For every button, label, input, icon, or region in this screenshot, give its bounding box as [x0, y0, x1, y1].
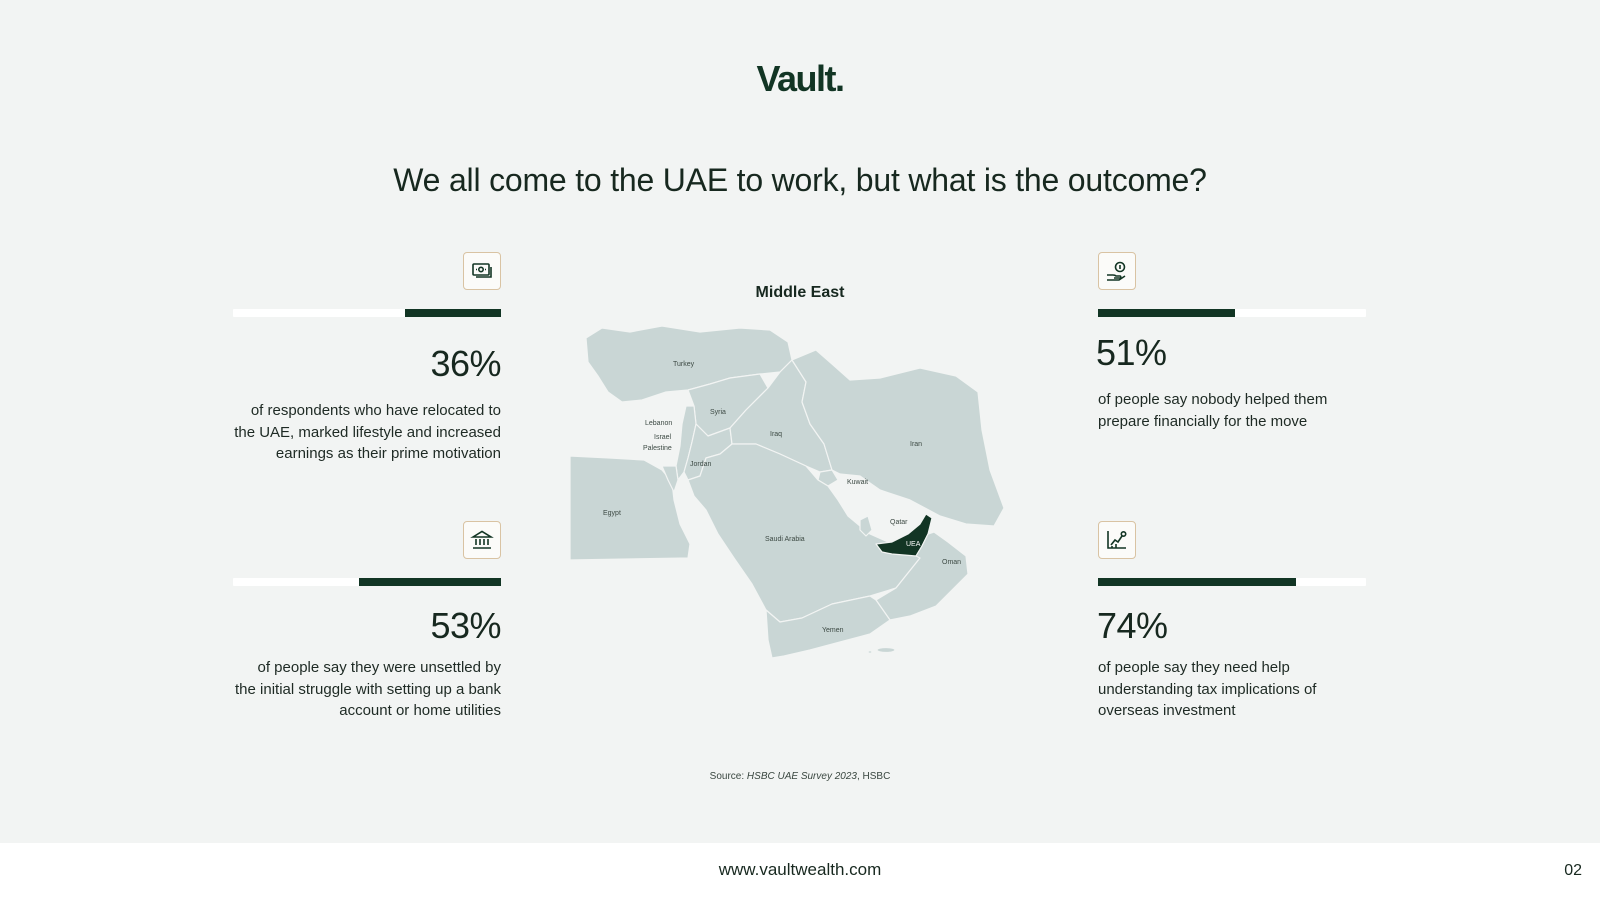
map-label-jordan: Jordan	[690, 461, 712, 468]
map-label-saudi: Saudi Arabia	[765, 536, 805, 543]
stat-description: of people say nobody helped them prepare financially for the move	[1098, 391, 1328, 430]
map-label-iran: Iran	[910, 441, 923, 448]
progress-bar	[1098, 309, 1366, 317]
stat-percent: 74%	[1097, 605, 1168, 646]
stat-description: of people say they were unsettled by the initial struggle with setting up a bank account or home utilities	[235, 659, 501, 719]
stat-percent: 36%	[430, 343, 501, 384]
stat-card-financial-prep	[1098, 250, 1366, 450]
website-link[interactable]: www.vaultwealth.com	[718, 860, 882, 879]
stat-description: of people say they need help understanding tax implications of overseas investment	[1098, 659, 1317, 719]
progress-fill	[1098, 578, 1296, 586]
stat-description: of respondents who have relocated to the UAE, marked lifestyle and increased earnings as their prime motivation	[234, 402, 501, 462]
map-title: Middle East	[755, 284, 845, 301]
map-region-socotra	[877, 648, 895, 653]
map-label-uae: UEA	[906, 541, 921, 548]
page-title: We all come to the UAE to work, but what is the outcome?	[393, 162, 1207, 198]
chart-growth-icon	[1098, 521, 1136, 559]
page-number: 02	[1564, 862, 1582, 879]
source-prefix: Source:	[709, 771, 747, 782]
stat-card-relocation	[233, 250, 501, 490]
progress-bar	[233, 578, 501, 586]
stat-card-bank-setup	[233, 519, 501, 729]
map-label-lebanon: Lebanon	[645, 420, 673, 427]
progress-bar	[1098, 578, 1366, 586]
map-label-turkey: Turkey	[673, 361, 695, 368]
map-region-island	[868, 651, 872, 653]
bank-icon	[463, 521, 501, 559]
footer	[0, 843, 1600, 900]
map-label-palestine: Palestine	[643, 445, 672, 452]
vault-logo: Vault.	[756, 58, 844, 99]
progress-fill	[359, 578, 501, 586]
stat-card-tax-help	[1098, 519, 1366, 729]
map-label-yemen: Yemen	[822, 627, 844, 634]
progress-bar	[233, 309, 501, 317]
progress-fill	[405, 309, 501, 317]
source-title: HSBC UAE Survey 2023	[746, 771, 857, 782]
source-citation	[0, 771, 1600, 782]
stat-percent: 51%	[1096, 332, 1167, 373]
map-label-syria: Syria	[710, 409, 726, 416]
map-label-oman: Oman	[942, 559, 962, 566]
source-suffix: , HSBC	[856, 771, 891, 782]
map-label-iraq: Iraq	[770, 431, 783, 438]
map-label-israel: Israel	[654, 434, 672, 441]
stat-percent: 53%	[430, 605, 501, 646]
progress-fill	[1098, 309, 1235, 317]
cash-icon	[463, 252, 501, 290]
map-label-egypt: Egypt	[603, 510, 621, 517]
money-hand-icon	[1098, 252, 1136, 290]
middle-east-map	[570, 320, 1030, 670]
map-label-kuwait: Kuwait	[847, 479, 869, 486]
map-label-qatar: Qatar	[890, 519, 908, 526]
